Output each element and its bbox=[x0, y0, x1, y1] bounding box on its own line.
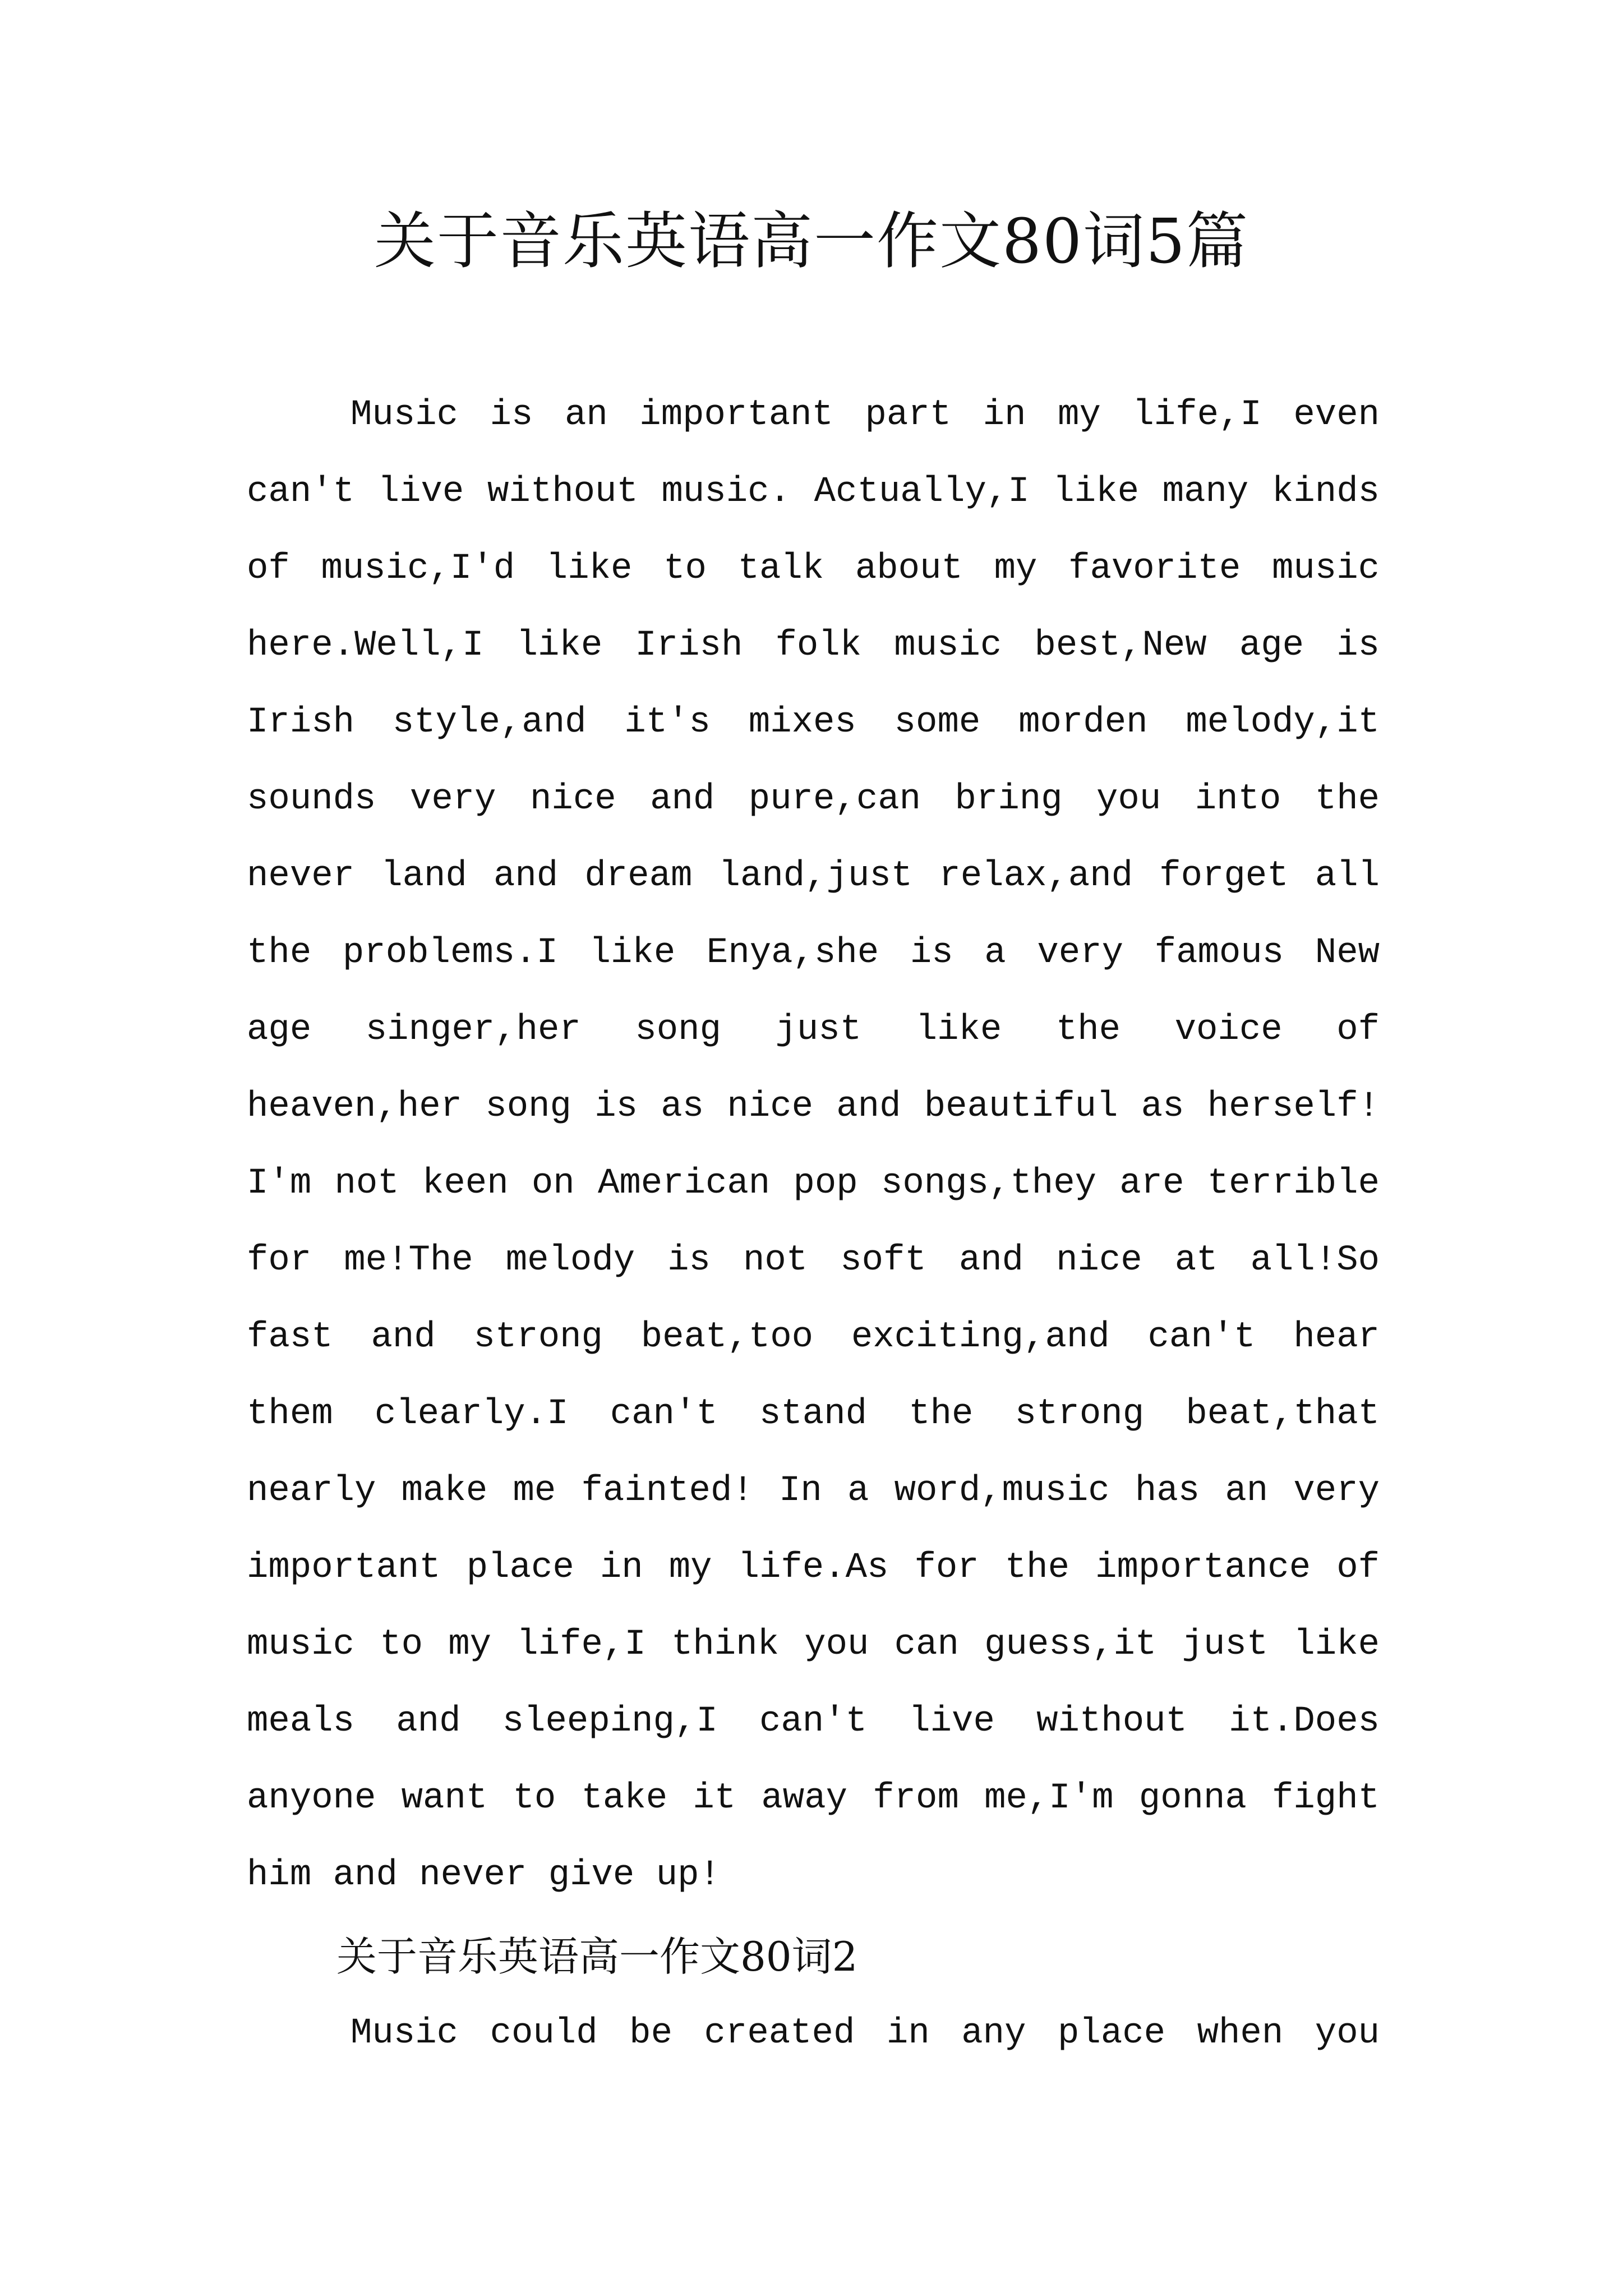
essay-2-paragraph: Music could be created in any place when you bbox=[351, 2013, 1380, 2054]
essay-1-paragraph: Music is an important part in my life,I even can't live without music. Actually,I like many kinds of music,I'd like to talk about my favorite music here.Well,I like Irish folk music best,New age is Irish style,and it's mixes some morden melody,it sounds very nice and pure,can bring you into the never land and dream land,just relax,and forget all the problems.I like Enya,she is a very famous New age singer,her song just like the voice of heaven,her song is as nice and beautiful as herself! I'm not keen on American pop songs,they are terrible for me!The melody is not soft and nice at all!So fast and strong beat,too exciting,and can't hear them clearly.I can't stand the strong beat,that nearly make me fainted! In a word,music has an very important place in my life.As for the importance of music to my life,I think you can guess,it just like meals and sleeping,I can't live without it.Does anyone want to take it away from me,I'm gonna fight him and never give up! bbox=[247, 395, 1380, 1895]
essay-2-heading: 关于音乐英语高一作文80词2 bbox=[336, 1933, 858, 1980]
document-title: 关于音乐英语高一作文80词5篇 bbox=[374, 205, 1249, 277]
